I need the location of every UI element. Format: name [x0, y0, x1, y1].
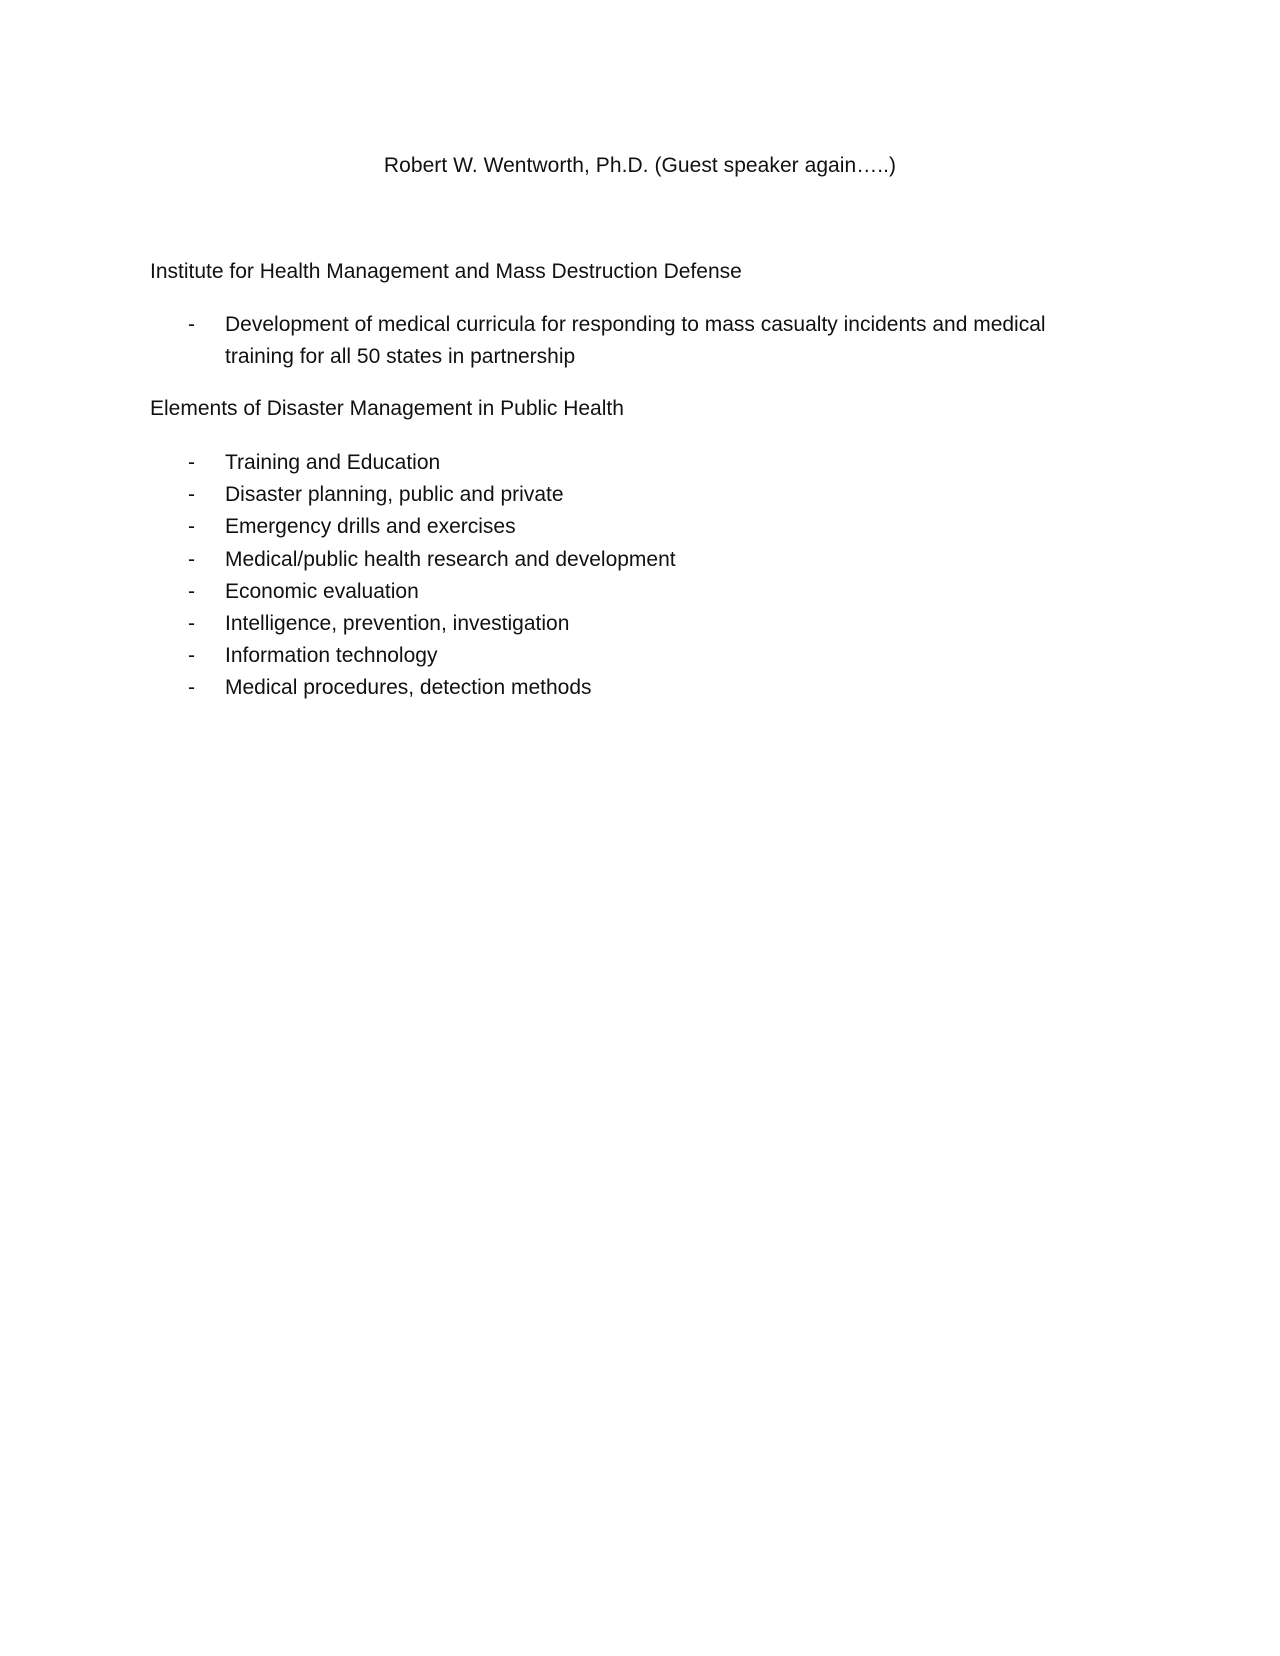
list-item: [150, 479, 1070, 511]
bullet-dash: -: [188, 676, 195, 700]
elements-list: [150, 447, 1070, 705]
list-item: [150, 576, 1070, 608]
section-heading-elements: Elements of Disaster Management in Public Health: [150, 397, 624, 420]
list-item-text: Intelligence, prevention, investigation: [225, 612, 570, 636]
bullet-dash: -: [188, 451, 195, 474]
list-item: [150, 608, 1070, 640]
section-heading-institute: Institute for Health Management and Mass Destruction Defense: [150, 260, 742, 283]
list-item: [150, 511, 1070, 543]
bullet-dash: -: [188, 644, 195, 668]
list-item: [150, 640, 1070, 672]
list-item-text: Emergency drills and exercises: [225, 515, 516, 539]
list-item-text: Disaster planning, public and private: [225, 483, 564, 507]
list-item-text: Development of medical curricula for responding to mass casualty incidents and medical training for all 50 states in partnership: [225, 313, 1046, 369]
bullet-dash: -: [188, 483, 195, 507]
document-title: Robert W. Wentworth, Ph.D. (Guest speaker again…..): [383, 154, 897, 177]
list-item-text: Economic evaluation: [225, 579, 419, 603]
list-item-text: Training and Education: [225, 451, 441, 474]
list-item-text: Medical/public health research and development: [225, 547, 676, 571]
bullet-dash: -: [188, 515, 195, 539]
bullet-dash: -: [188, 313, 195, 336]
list-item: [150, 309, 1070, 373]
bullet-dash: -: [188, 579, 195, 603]
list-item-text: Medical procedures, detection methods: [225, 676, 592, 700]
list-item: [150, 544, 1070, 576]
list-item: [150, 447, 1070, 479]
list-item-text: Information technology: [225, 644, 438, 668]
bullet-dash: -: [188, 547, 195, 571]
bullet-dash: -: [188, 612, 195, 636]
list-item: [150, 672, 1070, 704]
institute-list: [150, 309, 1070, 373]
